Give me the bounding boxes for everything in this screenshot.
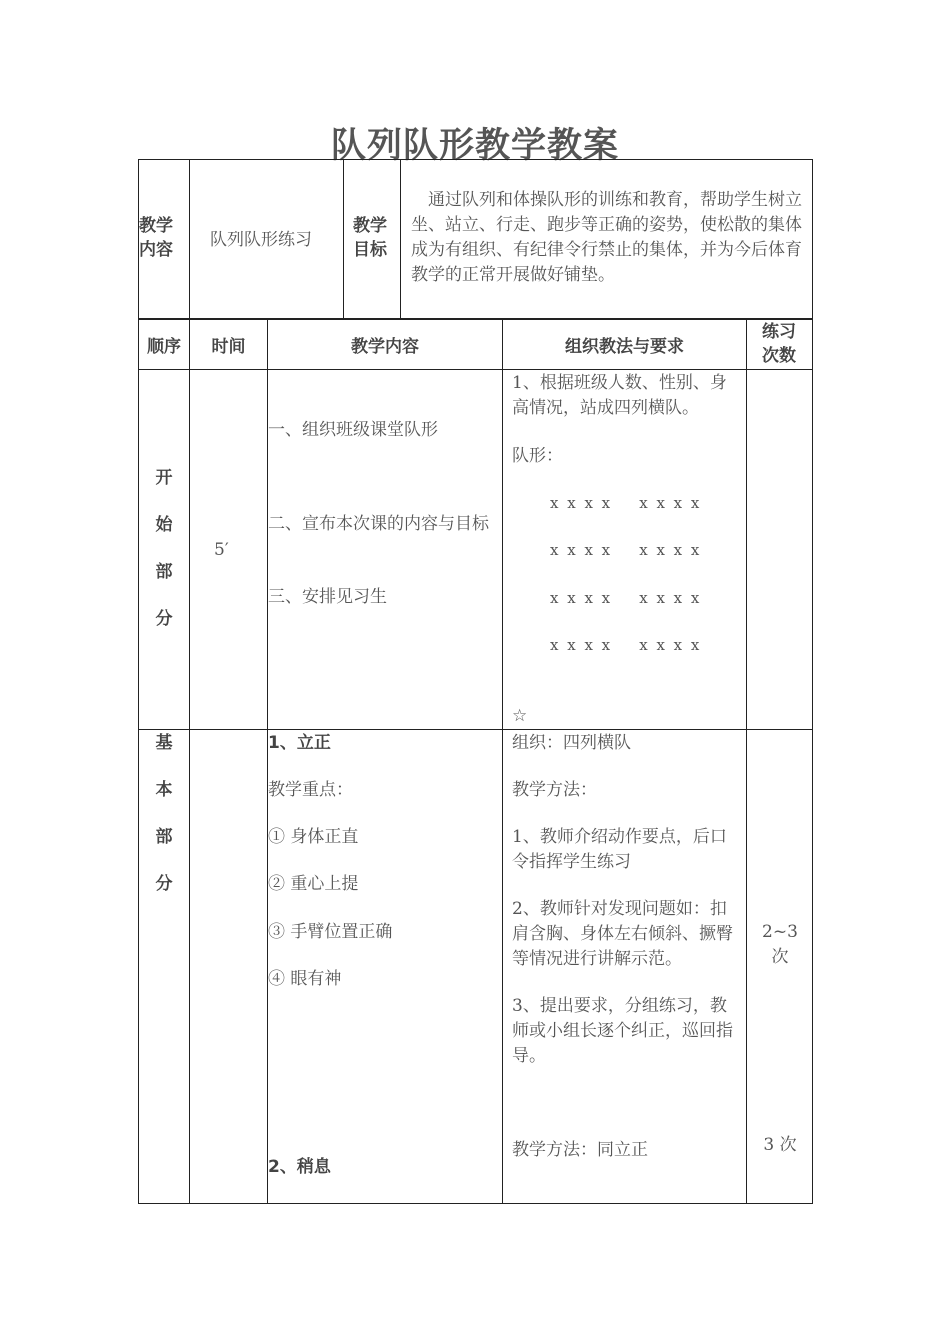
header-reps: 练习次数 — [762, 322, 796, 366]
star-icon: ☆ — [512, 706, 528, 726]
focus-point-3: ③ 手臂位置正确 — [268, 922, 393, 942]
goal-text: 通过队列和体操队形的训练和教育，帮助学生树立坐、站立、行走、跑步等正确的姿势，使松散的集体成为有组织、有纪律令行禁止的集体，并为今后体育教学的正常开展做好铺垫。 — [411, 190, 802, 285]
header-content: 教学内容 — [351, 337, 419, 357]
focus-point-2: ② 重心上提 — [268, 874, 359, 894]
focus-point-4: ④ 眼有神 — [268, 969, 342, 989]
content-label: 教学内容 — [139, 216, 173, 260]
item2-title: 2、稍息 — [268, 1157, 331, 1177]
main-table — [138, 318, 813, 1204]
goal-label: 教学目标 — [353, 216, 387, 260]
formation-label: 队形： — [512, 446, 563, 466]
formation-row-2: x x x x x x x x — [550, 541, 702, 559]
header-method: 组织教法与要求 — [565, 337, 684, 357]
document-title: 队列队形教学教案 — [330, 126, 619, 166]
focus-point-1: ① 身体正直 — [268, 827, 359, 847]
header-time: 时间 — [211, 337, 246, 357]
item1-title: 1、立正 — [268, 733, 331, 753]
section1-content-3: 三、安排见习生 — [268, 587, 387, 607]
method-step-1: 1、教师介绍动作要点，后口令指挥学生练习 — [512, 827, 727, 872]
formation-row-1: x x x x x x x x — [550, 494, 702, 512]
section1-time: 5′ — [214, 540, 229, 560]
section2-name: 基 本 部 分 — [155, 733, 173, 894]
method-step-3: 3、提出要求，分组练习，教师或小组长逐个纠正，巡回指导。 — [512, 996, 733, 1066]
method-step-2: 2、教师针对发现问题如：扣肩含胸、身体左右倾斜、撅臀等情况进行讲解示范。 — [512, 899, 733, 969]
reps-2: 3 次 — [763, 1135, 797, 1155]
section1-content-1: 一、组织班级课堂队形 — [268, 420, 438, 440]
section1-name: 开 始 部 分 — [155, 468, 173, 629]
reps-1: 2~3次 — [762, 922, 798, 967]
method-label: 教学方法： — [512, 780, 597, 800]
method2-text: 教学方法：同立正 — [512, 1140, 648, 1160]
org-text: 组织：四列横队 — [512, 733, 631, 753]
section1-method-intro: 1、根据班级人数、性别、身高情况，站成四列横队。 — [512, 373, 727, 418]
content-value: 队列队形练习 — [210, 230, 312, 250]
focus-label: 教学重点： — [268, 780, 353, 800]
section1-content-2: 二、宣布本次课的内容与目标 — [268, 514, 489, 534]
formation-row-4: x x x x x x x x — [550, 636, 702, 654]
formation-row-3: x x x x x x x x — [550, 589, 702, 607]
header-order: 顺序 — [147, 337, 181, 357]
